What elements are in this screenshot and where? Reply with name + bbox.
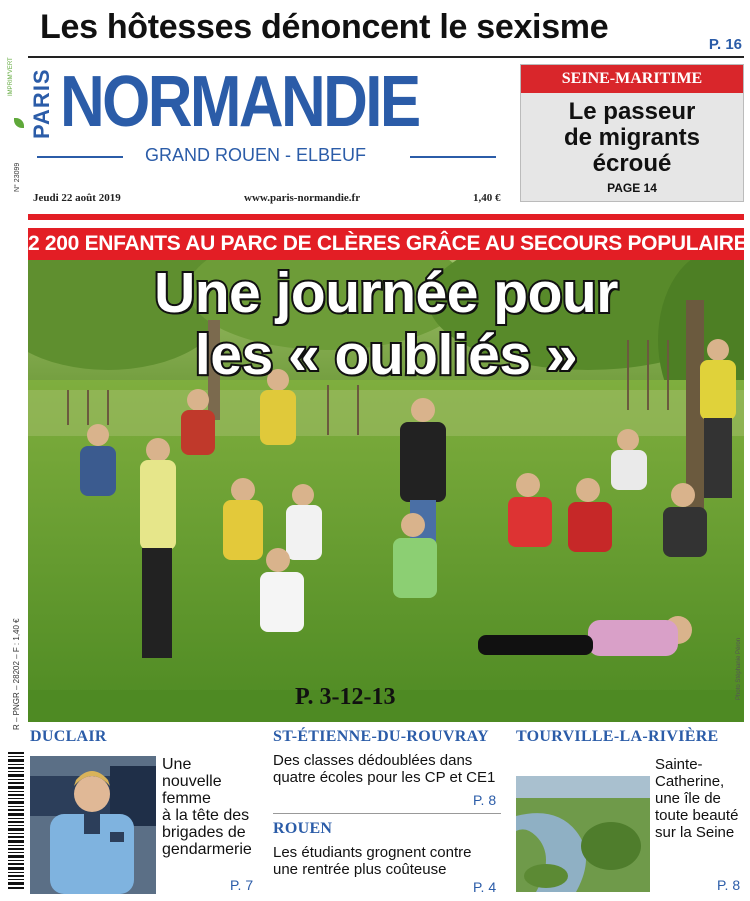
brief-line: brigades de	[162, 824, 246, 841]
brief-duclair-photo[interactable]	[30, 756, 156, 894]
teaser-line: de migrants	[563, 124, 701, 151]
brief-page: P. 8	[473, 792, 497, 808]
issue-number: N° 23099	[14, 162, 21, 192]
brief-page: P. 4	[473, 879, 497, 895]
brief-line: Sainte-	[655, 756, 703, 773]
top-headline-text: Les hôtesses dénoncent le sexisme	[40, 8, 609, 46]
website-link[interactable]: www.paris-normandie.fr	[244, 192, 361, 204]
top-headline[interactable]	[0, 0, 750, 56]
brief-tourville-text[interactable]	[655, 756, 745, 841]
brief-kicker: ROUEN	[273, 820, 333, 837]
eco-label: IMPRIM'VERT	[8, 57, 14, 96]
brief-line: gendarmerie	[162, 841, 252, 858]
brief-line: Catherine,	[655, 773, 725, 790]
brief-duclair-page	[230, 877, 253, 893]
brief-line: nouvelle	[162, 773, 222, 790]
red-rule	[28, 214, 744, 220]
brief-line: Les étudiants grognent contre	[273, 844, 472, 861]
lead-pages: P. 3-12-13	[295, 684, 396, 710]
issue-date: Jeudi 22 août 2019	[33, 192, 121, 204]
brief-duclair[interactable]	[30, 728, 266, 746]
teaser-box[interactable]	[520, 64, 744, 202]
brief-page: P. 7	[230, 877, 254, 893]
barcode-icon	[8, 752, 24, 892]
brief-st-etienne[interactable]	[273, 728, 503, 786]
brief-kicker: DUCLAIR	[30, 728, 107, 745]
brief-line: Une	[162, 756, 192, 773]
brief-page: P. 8	[717, 877, 741, 893]
brief-tourville-page	[717, 877, 740, 893]
masthead-rule-left	[37, 156, 123, 158]
brief-divider	[273, 813, 501, 814]
brief-rouen-page	[473, 879, 496, 895]
masthead-paris: PARIS	[29, 68, 54, 139]
brief-line: une île de	[655, 790, 721, 807]
brief-tourville[interactable]	[516, 728, 744, 746]
leaf-icon	[14, 118, 24, 128]
brief-rouen[interactable]	[273, 820, 503, 878]
masthead-rule-right	[410, 156, 496, 158]
brief-line: quatre écoles pour les CP et CE1	[273, 769, 496, 786]
teaser-page: PAGE 14	[607, 181, 657, 195]
brief-kicker: ST-ÉTIENNE-DU-ROUVRAY	[273, 728, 489, 745]
brief-line: sur la Seine	[655, 824, 735, 841]
teaser-kicker: SEINE-MARITIME	[521, 65, 743, 93]
lead-headline-line: Une journée pour	[154, 261, 618, 325]
top-rule	[28, 56, 744, 58]
lead-headline[interactable]	[28, 262, 744, 386]
brief-line: Des classes dédoublées dans	[273, 752, 473, 769]
masthead-logo: NORMANDIE	[60, 62, 419, 142]
island-aerial-illustration	[516, 776, 650, 892]
side-code: R – PNGR – 28202 – F : 1,40 €	[12, 618, 21, 730]
price: 1,40 €	[473, 192, 501, 204]
top-headline-page: P. 16	[708, 36, 742, 53]
teaser-headline	[521, 99, 743, 177]
photo-credit: Photo Stéphanie Péron	[736, 637, 742, 700]
brief-st-etienne-page	[473, 792, 496, 808]
masthead-edition: GRAND ROUEN - ELBEUF	[145, 145, 367, 165]
lead-headline-line: les « oubliés »	[194, 323, 578, 387]
gendarme-illustration	[30, 756, 156, 894]
teaser-line: Le passeur	[568, 98, 696, 125]
teaser-line: écroué	[592, 150, 672, 177]
brief-kicker: TOURVILLE-LA-RIVIÈRE	[516, 728, 719, 745]
lead-kicker[interactable]: 2 200 ENFANTS AU PARC DE CLÈRES GRÂCE AU SECOURS POPULAIRE	[28, 228, 744, 260]
brief-tourville-photo[interactable]	[516, 776, 650, 892]
brief-line: une rentrée plus coûteuse	[273, 861, 447, 878]
brief-line: femme	[162, 790, 211, 807]
brief-line: à la tête des	[162, 807, 250, 824]
brief-duclair-text[interactable]	[162, 756, 266, 858]
brief-line: toute beauté	[655, 807, 739, 824]
